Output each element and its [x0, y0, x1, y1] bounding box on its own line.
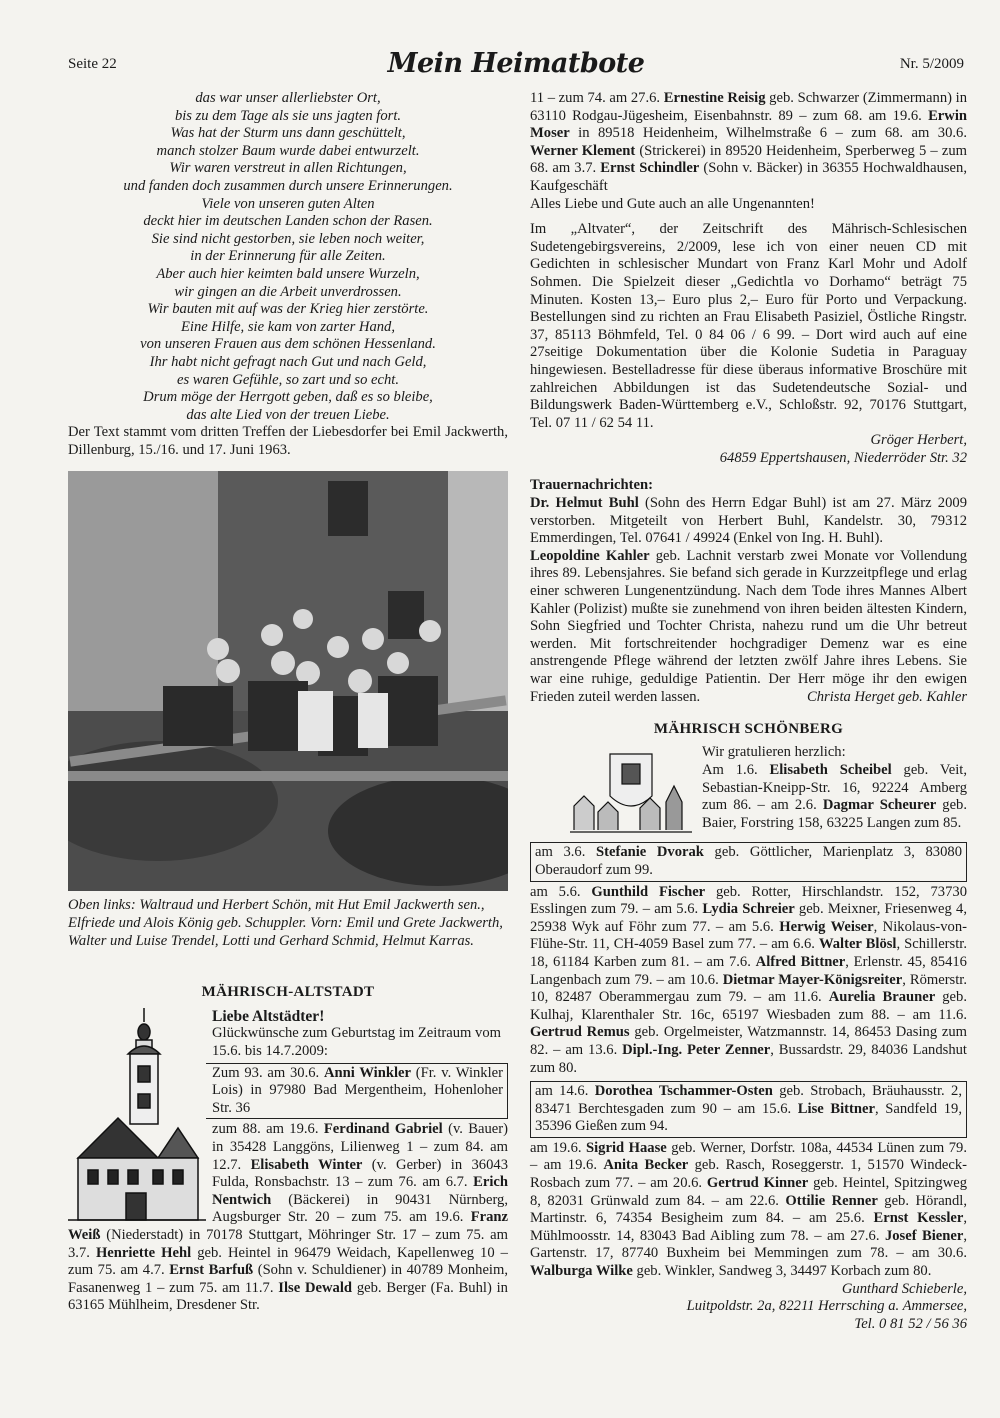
poem-line: Aber auch hier keimten bald unsere Wurzeln,	[156, 265, 420, 282]
person-name: Henriette Hehl	[95, 1244, 192, 1261]
entry-text: geb. Orgelmeister, Watzmannstr. 14, 86453 Dasing zum 82. – am 13.6.	[530, 1024, 967, 1058]
section-title-schoenberg: MÄHRISCH SCHÖNBERG	[653, 720, 844, 737]
entry-text: (Niederstadt) in 70178 Stuttgart, Möhringer Str. 17 – zum 75. am 3.7.	[68, 1226, 508, 1261]
schoenberg-list-2	[530, 884, 967, 1078]
entry-text: , Römerstr. 10, 82487 Oberammergau zum 79. – am 11.6.	[530, 971, 967, 1006]
entry-text: zum 88. am 19.6.	[212, 1121, 324, 1138]
person-name: Dietmar Mayer-Königsreiter	[722, 971, 903, 988]
entry-text: in 89518 Heidenheim, Wilhelmstraße 6 – zum 68. am 30.6.	[569, 125, 967, 142]
obituary-buhl-text: (Sohn des Herrn Edgar Buhl) ist am 27. März 2009 verstorben. Mitgeteilt von Herbert Buhl, Kandelstr. 30, 79312 Emmerdingen, Tel. 07641 / 49924 (Enkel von Ing. H. Buhl).	[530, 495, 967, 547]
person-name: Alfred Bittner	[755, 953, 846, 970]
box-suffix: (Fr. v. Winkler Lois) in 97980 Bad Mergentheim, Hohenloher Str. 36	[212, 1064, 503, 1116]
person-name: Ernst Kessler	[873, 1210, 964, 1227]
poem	[68, 90, 508, 424]
obituary-buhl	[530, 495, 967, 548]
person-name: Erwin Moser	[530, 107, 967, 142]
entry-text: (Sohn v. Bäcker) in 36355 Hochwaldhausen, Kaufgeschäft	[530, 160, 967, 194]
person-name: Gunthild Fischer	[591, 883, 706, 900]
person-name: Ottilie Renner	[785, 1192, 878, 1209]
person-name: Lydia Schreier	[702, 901, 795, 918]
entry-text: , Erlenstr. 45, 85416 Langenbach zum 79. – am 10.6.	[530, 953, 967, 988]
person-name: Anita Becker	[603, 1157, 689, 1174]
entry-text: geb. Baier, Forstring 158, 63225 Langen zum 85.	[702, 797, 967, 831]
person-name: Dorothea Tschammer-Osten	[594, 1083, 773, 1100]
person-name: Ernst Schindler	[600, 160, 700, 177]
entry-text: (Strickerei) in 89520 Heidenheim, Sperberweg 5 – zum 68. am 3.7.	[530, 142, 967, 177]
entry-text: geb. Meixner, Friesenweg 4, 25938 Wyk auf Föhr zum 77. – am 5.6.	[530, 901, 967, 935]
poem-line: das alte Lied von der treuen Liebe.	[186, 406, 390, 423]
person-name: Ernestine Reisig	[663, 90, 766, 106]
poem-line: manch stolzer Baum wurde dabei entwurzelt.	[156, 142, 420, 159]
obituary-title: Trauernachrichten:	[530, 477, 653, 494]
entry-text: geb. Rotter, Hirschlandstr. 152, 73730 Esslingen zum 79. – am 5.6.	[530, 883, 967, 918]
box1-suffix: geb. Göttlicher, Marienplatz 3, 83080 Oberaudorf zum 99.	[535, 844, 962, 878]
entry-text: geb. Schwarzer (Zimmermann) in 63110 Rodgau-Jügesheim, Eisenbahnstr. 89 – zum 68. am 19.6.	[530, 90, 967, 124]
schoenberg-signature-address: Luitpoldstr. 2a, 82211 Herrsching a. Ammersee,	[686, 1298, 967, 1315]
schoenberg-signature-name: Gunthard Schieberle,	[841, 1280, 967, 1297]
person-name: Elisabeth Scheibel	[769, 761, 892, 778]
poem-line: Eine Hilfe, sie kam von zarter Hand,	[180, 318, 395, 335]
entry-text: geb. Rasch, Roseggerstr. 1, 51570 Windeck-Rosbach zum 77. – am 20.6.	[530, 1157, 967, 1192]
entry-text: am 5.6.	[530, 883, 592, 900]
altvater-article: Im „Altvater“, der Zeitschrift des Mährisch-Schlesischen Sudetengebirgsvereins, 2/2009, lese ich von einer neuen CD mit Gedichten in schlesischer Mundart von Franz Karl Mohr und Adolf Sohmen. Die Spielzeit dieser „Gedichtla vo Dorhamo“ beträgt 75 Minuten. Kosten 13,– Euro plus 2,– Euro für Porto und Verpackung. Bestellungen sind zu richten an Frau Elisabeth Pasiziel, Östliche Ringstr. 37, 85113 Böhmfeld, Tel. 0 84 06 / 6 99. – Dort wird auch auf eine 27seitige Dokumentation über die Kolonie Sudetia in Paraguay hingewiesen. Bestelladresse für diese überaus informative Broschüre mit zahlreichen Abbildungen ist das Sudetendeutsche Sozial- und Bildungswerk Baden-Württemberg e.V., Schloßstr. 92, 70176 Stuttgart, Tel. 07 11 / 62 54 11.	[530, 221, 967, 431]
person-name: Werner Klement	[530, 142, 636, 159]
obituary-kahler	[530, 548, 967, 706]
poem-line: Drum möge der Herrgott geben, daß es so bleibe,	[143, 389, 433, 406]
entry-text: Am 1.6.	[702, 761, 770, 778]
schoenberg-section	[530, 744, 967, 1333]
entry-text: (Sohn v. Schuldiener) in 40789 Monheim, Fasanenweg 1 – zum 75. am 11.7.	[68, 1262, 508, 1296]
poem-line: in der Erinnerung für alle Zeiten.	[190, 248, 386, 265]
schoenberg-list-3	[530, 1140, 967, 1281]
altstadt-intro: Glückwünsche zum Geburtstag im Zeitraum vom 15.6. bis 14.7.2009:	[212, 1025, 501, 1060]
person-name: Josef Biener	[884, 1227, 964, 1244]
entry-text: , Mühlmoosstr. 14, 83043 Bad Aibling zum 78. – am 27.6.	[530, 1210, 967, 1244]
group-photo	[68, 471, 508, 891]
poem-line: Ihr habt nicht gefragt nach Gut und nach Geld,	[149, 353, 427, 370]
regards-line: Alles Liebe und Gute auch an alle Ungenannten!	[530, 195, 815, 212]
person-name: Walter Blösl	[818, 936, 897, 953]
person-name: Dipl.-Ing. Peter Zenner	[622, 1041, 771, 1058]
entry-text: , Schillerstr. 18, 61184 Karben zum 81. – am 7.6.	[530, 936, 967, 970]
poem-line: Was hat der Sturm uns dann geschüttelt,	[170, 125, 406, 142]
signature-address: 64859 Eppertshausen, Niederröder Str. 32	[719, 449, 967, 466]
person-name: Herwig Weiser	[779, 918, 874, 935]
poem-line: und fanden doch zusammen durch unsere Erinnerungen.	[123, 177, 453, 194]
entry-text: (Bäckerei) in 90431 Nürnberg, Augsburger Str. 20 – zum 75. am 19.6.	[212, 1191, 508, 1226]
issue-number: Nr. 5/2009	[899, 56, 964, 72]
obituary-kahler-text: geb. Lachnit verstarb zwei Monate vor Vollendung ihres 89. Lebensjahres. Sie befand sich gerade in Kurzzeitpflege und erlag einer schweren Lungenentzündung. Nach dem Tode ihres Mannes Albert Kahler (Polizist) mußte sie zunehmend von ihren beiden ältesten Kindern, Sohn Siegfried und Tochter Christa, nahezu rund um die Uhr betreut werden. Mit fortschreitender hochgradiger Demenz war es eine anstrengende Pflege während der letzten zwölf Jahre ihres Lebens. Sie war eine ruhige, geduldige Patientin. Der Herr möge ihr den ewigen Frieden zuteil werden lassen.	[530, 547, 967, 705]
person-name: Aurelia Brauner	[828, 989, 936, 1006]
box1-name: Stefanie Dvorak	[596, 844, 704, 861]
church-illustration-icon	[68, 1008, 206, 1226]
schoenberg-intro: Wir gratulieren herzlich:	[702, 744, 846, 761]
poem-source: Der Text stammt vom dritten Treffen der Liebesdorfer bei Emil Jackwerth, Dillenburg, 15./16. und 17. Juni 1963.	[68, 424, 508, 458]
entry-text: 11 – zum 74. am 27.6.	[530, 90, 664, 106]
poem-line: es waren Gefühle, so zart und so echt.	[177, 371, 399, 388]
altstadt-list-continued	[530, 90, 967, 196]
entry-text: am 19.6.	[530, 1139, 587, 1156]
entry-text: (v. Gerber) in 36043 Fulda, Ronsbachstr. 13 – zum 76. am 6.7.	[212, 1156, 508, 1191]
person-name: Sigrid Haase	[586, 1139, 667, 1156]
person-name: Gertrud Remus	[530, 1024, 630, 1041]
entry-text: geb. Strobach, Bräuhausstr. 2, 83471 Berchtesgaden zum 90 – am 15.6.	[535, 1083, 962, 1117]
box-prefix: Zum 93. am 30.6.	[212, 1064, 324, 1081]
entry-text: , Nikolaus-von-Flühe-Str. 11, CH-4059 Basel zum 77. – am 6.6.	[530, 918, 967, 953]
entry-text: geb. Kulhaj, Klarenthaler Str. 16c, 65197 Wiesbaden zum 88. – am 11.6.	[530, 989, 967, 1023]
obituary-signature: Christa Herget geb. Kahler	[807, 689, 967, 706]
entry-text: (v. Bauer) in 35428 Langgöns, Lilienweg 1 – zum 84. am 12.7.	[212, 1121, 509, 1173]
poem-line: das war unser allerliebster Ort,	[195, 90, 381, 106]
entry-text: geb. Veit, Sebastian-Kneipp-Str. 16, 92224 Amberg zum 86. – am 2.6.	[702, 761, 968, 814]
person-name: Gertrud Kinner	[706, 1175, 809, 1192]
schoenberg-signature-tel: Tel. 0 81 52 / 56 36	[854, 1315, 967, 1332]
poem-line: deckt hier im deutschen Landen schon der Rasen.	[143, 213, 433, 230]
altstadt-section	[68, 1008, 508, 1315]
person-name: Walburga Wilke	[530, 1263, 633, 1280]
obituary-kahler-name: Leopoldine Kahler	[530, 547, 650, 564]
entry-text: geb. Heintel, Spitzingweg 8, 82031 Grünwald zum 84. – am 22.6.	[530, 1175, 968, 1209]
person-name: Lise Bittner	[797, 1100, 875, 1117]
entry-text: , Sandfeld 19, 35396 Gießen zum 94.	[535, 1100, 962, 1135]
left-column	[68, 90, 508, 1315]
poem-line: Wir waren verstreut in allen Richtungen,	[169, 160, 407, 177]
poem-line: Wir bauten mit auf was der Krieg hier zerstörte.	[147, 301, 429, 318]
entry-text: , Gartenstr. 17, 87740 Buxheim bei Memmingen zum 78. – am 30.6.	[530, 1227, 967, 1262]
poem-line: Sie sind nicht gestorben, sie leben noch weiter,	[151, 230, 425, 247]
entry-text: , Bussardstr. 29, 84036 Landshut zum 80.	[530, 1041, 967, 1076]
person-name: Franz Weiß	[68, 1209, 508, 1243]
box-name: Anni Winkler	[324, 1064, 411, 1081]
page-number: Seite 22	[68, 56, 117, 72]
poem-line: wir gingen an die Arbeit unverdrossen.	[174, 283, 402, 300]
poem-line: Viele von unseren guten Alten	[201, 195, 375, 212]
obituary-buhl-name: Dr. Helmut Buhl	[530, 495, 639, 512]
schoenberg-highlight-box-2	[530, 1081, 967, 1138]
person-name: Dagmar Scheurer	[822, 797, 937, 814]
masthead-logo: Mein Heimatbote	[387, 48, 645, 79]
right-column	[530, 90, 967, 1333]
entry-text: am 14.6.	[535, 1083, 595, 1100]
photo-caption: Oben links: Waltraud und Herbert Schön, mit Hut Emil Jackwerth sen., Elfriede und Alois König geb. Schuppler. Vorn: Emil und Grete Jackwerth, Walter und Luise Trendel, Lotti und Gerhard Schmid, Helmut Karras.	[68, 897, 503, 949]
schoenberg-highlight-box-1	[530, 842, 967, 881]
person-name: Ilse Dewald	[278, 1279, 353, 1296]
person-name: Ernst Barfuß	[169, 1262, 254, 1279]
page-header	[68, 48, 964, 88]
poem-line: von unseren Frauen aus dem schönen Hessenland.	[140, 336, 436, 353]
altstadt-greeting: Liebe Altstädter!	[212, 1007, 325, 1025]
box1-prefix: am 3.6.	[535, 844, 596, 861]
person-name: Ferdinand Gabriel	[323, 1121, 443, 1138]
person-name: Erich Nentwich	[212, 1174, 508, 1208]
entry-text: geb. Hörandl, Martinstr. 6, 74354 Besigheim zum 84. – am 25.6.	[530, 1192, 967, 1227]
person-name: Elisabeth Winter	[250, 1156, 363, 1173]
entry-text: geb. Berger (Fa. Buhl) in 63165 Mühlheim, Dresdener Str.	[68, 1279, 508, 1314]
poem-line: bis zu dem Tage als sie uns jagten fort.	[174, 107, 402, 124]
section-title-altstadt: MÄHRISCH-ALTSTADT	[201, 984, 375, 1001]
signature-name: Gröger Herbert,	[870, 432, 967, 449]
entry-text: geb. Heintel in 96479 Weidach, Kapellenweg 10 – zum 75. am 4.7.	[68, 1244, 508, 1279]
town-skyline-icon	[570, 746, 692, 838]
entry-text: geb. Werner, Dorfstr. 108a, 44534 Lünen zum 79. – am 19.6.	[530, 1139, 967, 1174]
entry-text: geb. Winkler, Sandweg 3, 34497 Korbach zum 80.	[632, 1263, 932, 1280]
